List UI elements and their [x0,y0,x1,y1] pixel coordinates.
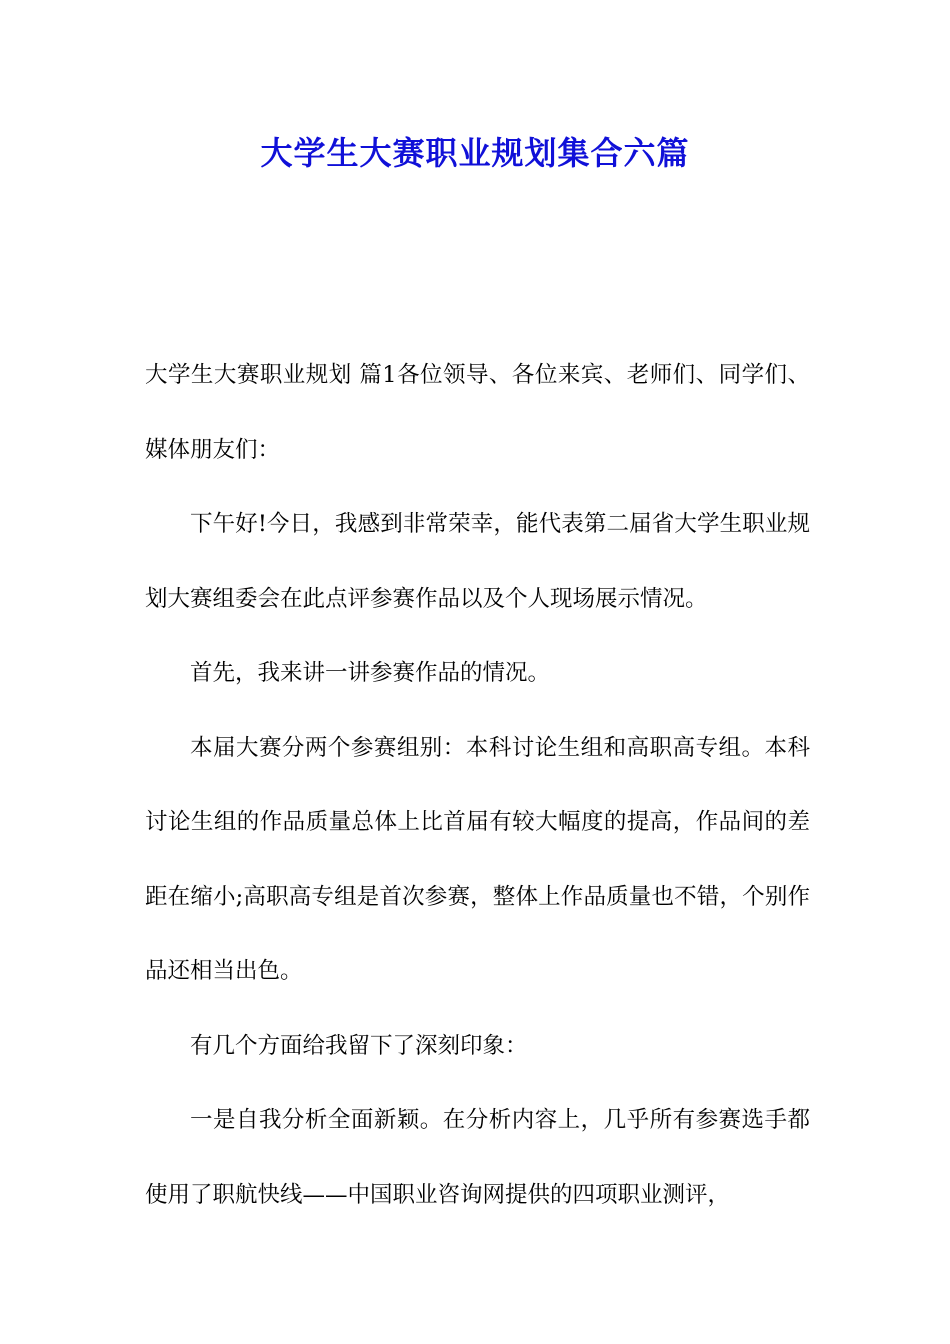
document-title: 大学生大赛职业规划集合六篇 [260,134,690,172]
paragraph-self-analysis: 一是自我分析全面新颖。在分析内容上，几乎所有参赛选手都使用了职航快线——中国职业咨询网提供的四项职业测评， [145,1107,810,1208]
paragraph-first: 首先，我来讲一讲参赛作品的情况。 [190,660,551,686]
paragraph-greeting: 下午好!今日，我感到非常荣幸，能代表第二届省大学生职业规划大赛组委会在此点评参赛作品以及个人现场展示情况。 [145,511,810,612]
document-body [145,338,810,1232]
paragraph-groups: 本届大赛分两个参赛组别：本科讨论生组和高职高专组。本科讨论生组的作品质量总体上比首届有较大幅度的提高，作品间的差距在缩小;高职高专组是首次参赛，整体上作品质量也不错，个别作品还相当出色。 [145,734,810,984]
paragraph-intro: 大学生大赛职业规划 篇1各位领导、各位来宾、老师们、同学们、媒体朋友们： [145,362,810,463]
paragraph-impressions: 有几个方面给我留下了深刻印象： [190,1032,528,1059]
